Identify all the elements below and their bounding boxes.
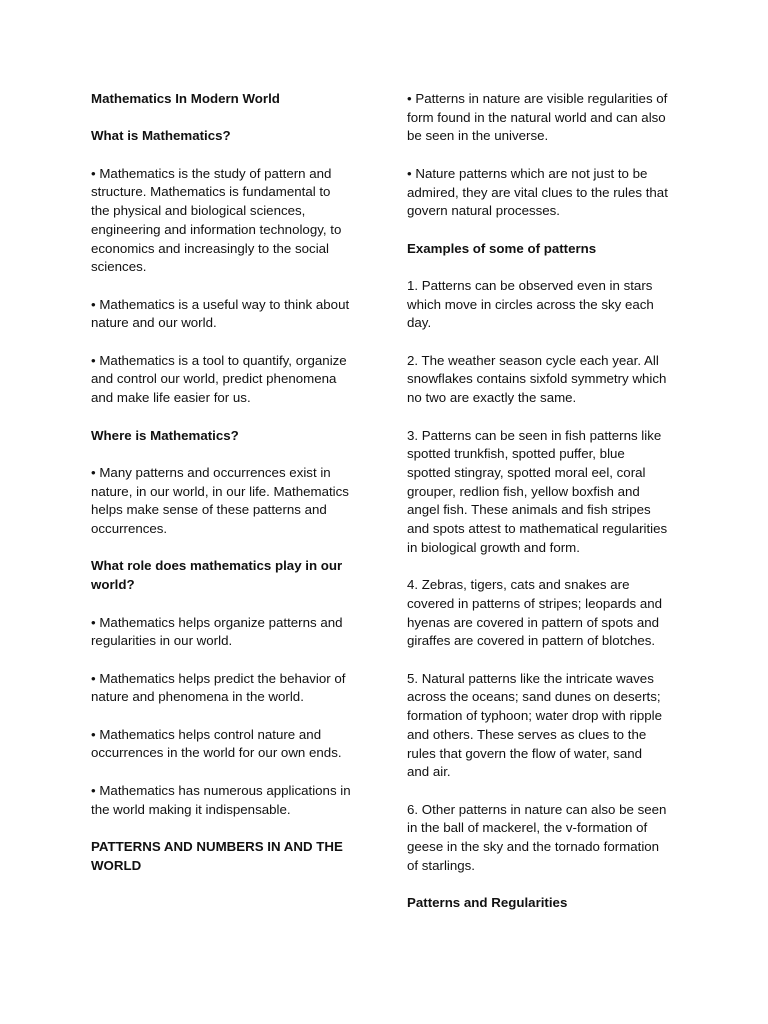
heading-patterns-and-numbers: PATTERNS AND NUMBERS IN AND THE WORLD (91, 838, 343, 873)
example-fish-patterns: 3. Patterns can be seen in fish patterns like spotted trunkfish, spotted puffer, blue spotted stingray, spotted moral eel, coral grouper, redlion fish, yellow boxfish and angel fish. These animals and fish stripes and spots attest to mathematical regularities in biological growth and form. (407, 427, 668, 555)
right-column (407, 90, 685, 931)
paragraph-numerous-applications: • Mathematics has numerous applications in the world making it indispensable. (91, 782, 351, 817)
example-weather-snowflakes: 2. The weather season cycle each year. All snowflakes contains sixfold symmetry which no two are exactly the same. (407, 352, 667, 406)
heading-where-is-mathematics: Where is Mathematics? (91, 427, 239, 443)
heading-role-of-mathematics: What role does mathematics play in our world? (91, 558, 343, 593)
paragraph-helps-organize: • Mathematics helps organize patterns and regularities in our world. (91, 614, 343, 649)
heading-examples-of-patterns: Examples of some of patterns (407, 240, 597, 256)
example-stars: 1. Patterns can be observed even in stars which move in circles across the sky each day. (407, 277, 654, 331)
paragraph-useful-way: • Mathematics is a useful way to think about nature and our world. (91, 296, 350, 331)
left-column (91, 90, 371, 894)
paragraph-tool-to-quantify: • Mathematics is a tool to quantify, organize and control our world, predict phenomena and make life easier for us. (91, 352, 347, 406)
paragraph-vital-clues: • Nature patterns which are not just to be admired, they are vital clues to the rules that govern natural processes. (407, 165, 668, 219)
document-title: Mathematics In Modern World (91, 91, 280, 106)
paragraph-helps-control: • Mathematics helps control nature and occurrences in the world for our own ends. (91, 726, 342, 761)
example-natural-waves: 5. Natural patterns like the intricate waves across the oceans; sand dunes on deserts; formation of typhoon; water drop with ripple and others. These serves as clues to the rules that govern the flow of water, sand and air. (407, 670, 662, 780)
heading-patterns-and-regularities: Patterns and Regularities (407, 895, 568, 911)
paragraph-study-of-pattern: • Mathematics is the study of pattern and structure. Mathematics is fundamental to the physical and biological sciences, engineering and information technology, to economics and increasingly to the social sciences. (91, 165, 342, 275)
heading-what-is-mathematics: What is Mathematics? (91, 128, 231, 144)
paragraph-many-patterns: • Many patterns and occurrences exist in nature, in our world, in our life. Mathematics helps make sense of these patterns and occurrences. (91, 464, 349, 537)
example-mackerel-geese: 6. Other patterns in nature can also be seen in the ball of mackerel, the v-formation of geese in the sky and the tornado formation of starlings. (407, 801, 667, 873)
paragraph-visible-regularities: • Patterns in nature are visible regularities of form found in the natural world and can also be seen in the universe. (407, 91, 668, 144)
example-animal-stripes: 4. Zebras, tigers, cats and snakes are covered in patterns of stripes; leopards and hyenas are covered in pattern of spots and giraffes are covered in pattern of blotches. (407, 577, 663, 649)
paragraph-helps-predict: • Mathematics helps predict the behavior of nature and phenomena in the world. (91, 670, 346, 705)
